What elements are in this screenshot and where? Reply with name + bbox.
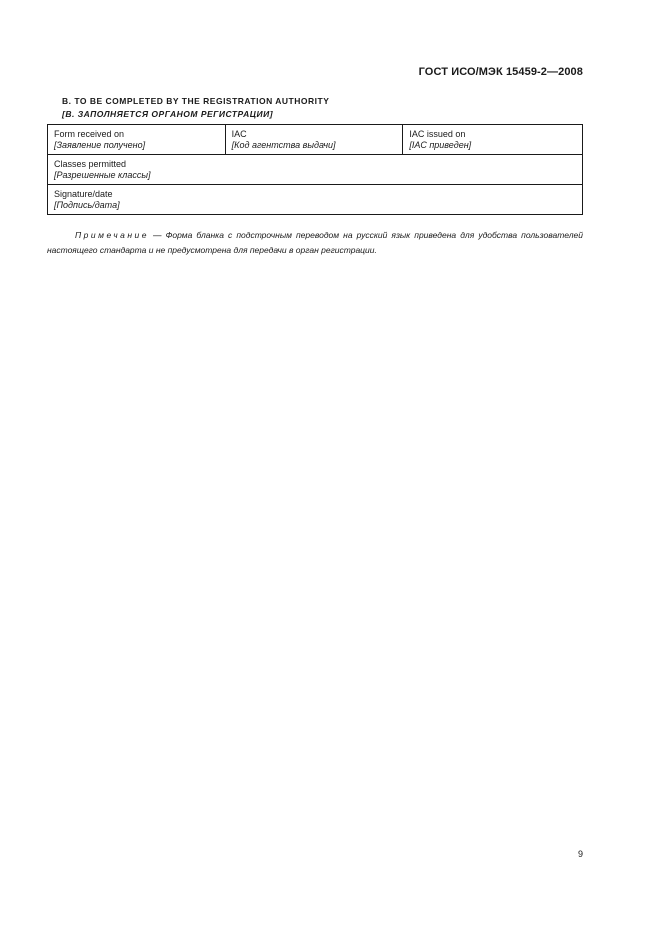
- section-title: [62, 95, 329, 121]
- iac-issued-label-ru: [IAC приведен]: [409, 140, 472, 150]
- signature-date-label-ru: [Подпись/дата]: [54, 200, 120, 210]
- iac-issued-cell[interactable]: [403, 125, 583, 155]
- section-title-russian: [B. ЗАПОЛНЯЕТСЯ ОРГАНОМ РЕГИСТРАЦИИ]: [62, 109, 274, 119]
- page-number: 9: [577, 849, 583, 859]
- signature-date-cell[interactable]: [48, 185, 583, 215]
- registration-authority-form: [47, 124, 583, 215]
- classes-permitted-label-ru: [Разрешенные классы]: [54, 170, 151, 180]
- form-row-received: [48, 125, 583, 155]
- classes-permitted-cell[interactable]: [48, 155, 583, 185]
- form-row-signature: [48, 185, 583, 215]
- footnote: [47, 228, 583, 258]
- note-label: Примечание: [75, 229, 149, 240]
- document-number: ГОСТ ИСО/МЭК 15459-2—2008: [418, 66, 583, 78]
- section-title-english: B. TO BE COMPLETED BY THE REGISTRATION AUTHORITY: [62, 96, 330, 106]
- iac-cell[interactable]: [225, 125, 403, 155]
- iac-label-ru: [Код агентства выдачи]: [231, 140, 336, 150]
- form-received-label: Form received on: [54, 129, 125, 139]
- iac-issued-label: IAC issued on: [409, 129, 466, 139]
- form-row-classes: [48, 155, 583, 185]
- signature-date-label: Signature/date: [54, 189, 113, 199]
- classes-permitted-label: Classes permitted: [54, 159, 127, 169]
- note-text: — Форма бланка с подстрочным переводом на русский язык приведена для удобства пользователей настоящего стандарта и не предусмотрена для передачи в орган регистрации.: [47, 229, 583, 255]
- form-received-label-ru: [Заявление получено]: [54, 140, 146, 150]
- form-received-cell[interactable]: [48, 125, 226, 155]
- iac-label: IAC: [231, 129, 247, 139]
